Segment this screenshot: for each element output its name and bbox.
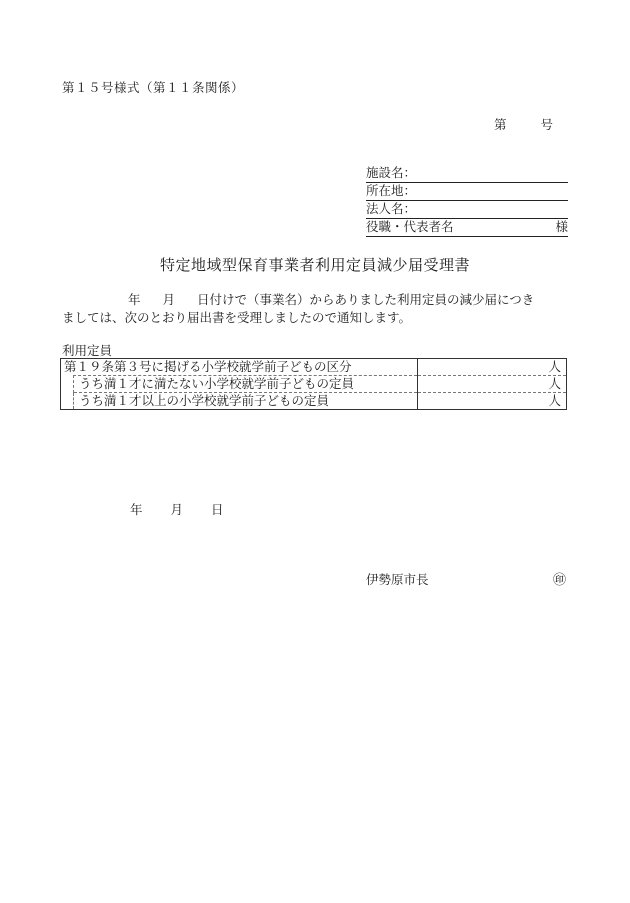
date-day: 日: [211, 502, 224, 517]
representative-field: [366, 219, 568, 237]
row-unit: 人: [418, 376, 567, 393]
document-number: [494, 115, 553, 133]
table-label: 利用定員: [62, 343, 113, 358]
row-unit: 人: [418, 393, 567, 410]
corporation-name-field: [366, 201, 568, 219]
row-label: うち満１才に満たない小学校就学前子どもの定員: [74, 376, 418, 393]
facility-name-label: 施設名：: [366, 165, 417, 180]
body-line1-rest: 日付けで（事業名）からありました利用定員の減少届につき: [197, 292, 535, 307]
issuer-name: 伊勢原市長: [366, 572, 429, 587]
date-year: 年: [130, 502, 143, 517]
representative-label: 役職・代表者名: [366, 219, 454, 234]
honorific: 様: [555, 219, 568, 234]
body-line-2: ましては、次のとおり届出書を受理しましたので通知します。: [62, 310, 412, 325]
document-title: 特定地域型保育事業者利用定員減少届受理書: [160, 256, 471, 274]
row-label: うち満１才以上の小学校就学前子どもの定員: [74, 393, 418, 410]
form-number: 第１５号様式（第１１条関係）: [62, 80, 245, 95]
doc-number-prefix: 第: [494, 117, 507, 132]
recipient-block: [366, 165, 568, 237]
body-month: 月: [162, 292, 176, 307]
row-unit: 人: [418, 359, 567, 376]
doc-number-suffix: 号: [540, 117, 554, 132]
address-field: [366, 183, 568, 201]
body-text: [62, 291, 568, 327]
facility-name-field: [366, 165, 568, 183]
body-line-1: [62, 291, 568, 309]
row-label: 第１９条第３号に掲げる小学校就学前子どもの区分: [64, 359, 352, 374]
quota-table: [60, 358, 567, 410]
address-label: 所在地：: [366, 183, 417, 198]
table-row: [61, 359, 567, 376]
issue-date: [130, 500, 224, 518]
corporation-name-label: 法人名：: [366, 201, 417, 216]
seal-icon: ㊞: [553, 573, 567, 588]
body-year: 年: [128, 292, 141, 307]
table-row: [61, 393, 567, 410]
date-month: 月: [170, 502, 184, 517]
table-row: [61, 376, 567, 393]
